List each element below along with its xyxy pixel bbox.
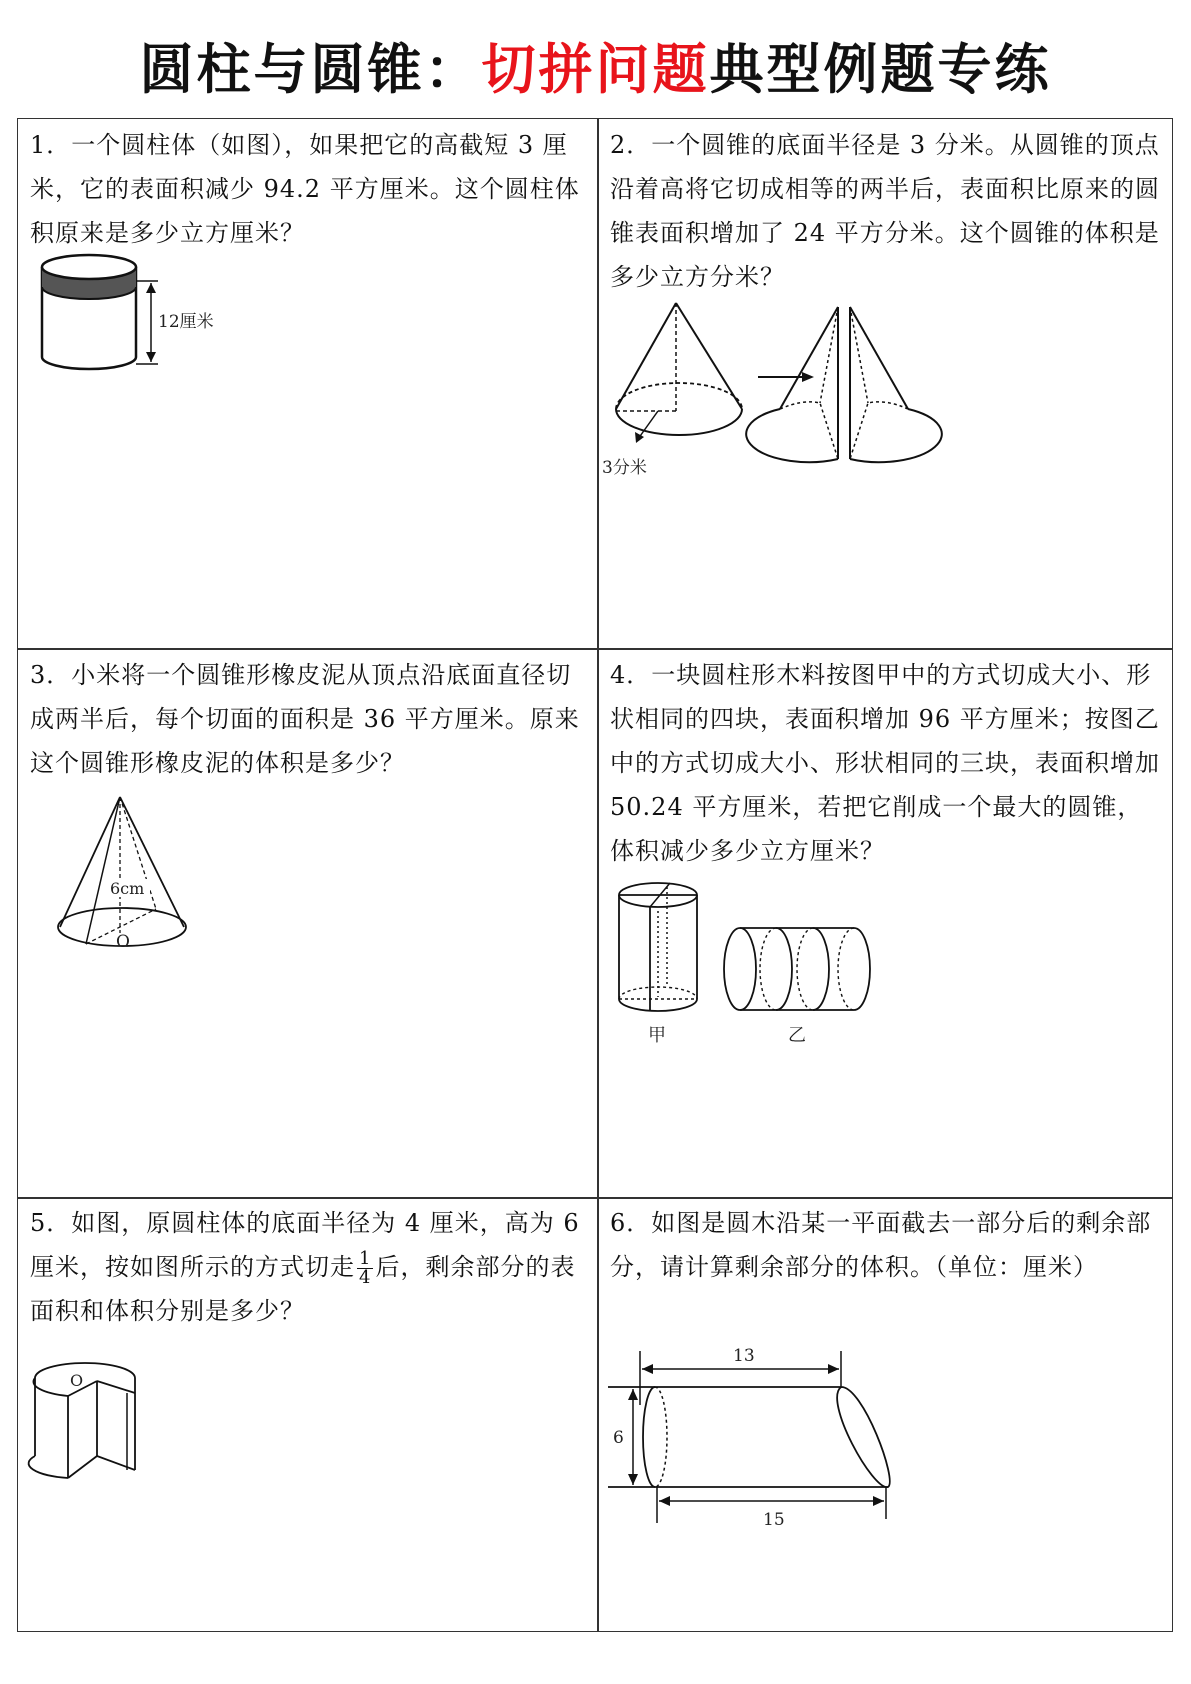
problem-1-text: 1．一个圆柱体（如图），如果把它的高截短 3 厘米，它的表面积减少 94.2 平方厘米。这个圆柱体积原来是多少立方厘米？ xyxy=(30,131,580,247)
radius-label: 3分米 xyxy=(602,458,647,478)
problem-3-text: 3．小米将一个圆锥形橡皮泥从顶点沿底面直径切成两半后，每个切面的面积是 36 平方厘米。原来这个圆锥形橡皮泥的体积是多少？ xyxy=(30,661,580,777)
oblique-cylinder-figure xyxy=(613,1341,933,1531)
problem-5-text xyxy=(18,1201,597,1333)
title-highlight: 切拼问题 xyxy=(481,38,710,101)
problem-2-text: 2．一个圆锥的底面半径是 3 分米。从圆锥的顶点沿着高将它切成相等的两半后，表面积比原来的圆锥表面积增加了 24 平方分米。这个圆锥的体积是多少立方分米？ xyxy=(610,131,1160,291)
cylinder-figure xyxy=(36,247,236,377)
figure-b-label: 乙 xyxy=(788,1025,806,1046)
cone-split-figure xyxy=(602,299,948,479)
quarter-cut-cylinder-figure xyxy=(28,1356,158,1486)
top-length-label: 13 xyxy=(733,1346,755,1366)
cone-figure xyxy=(40,791,220,951)
cylinder-cuts-figure xyxy=(610,881,870,1051)
figure-a-label: 甲 xyxy=(648,1025,666,1046)
center-label: O xyxy=(116,932,130,952)
bottom-length-label: 15 xyxy=(763,1510,785,1530)
problem-grid xyxy=(17,118,1173,1632)
row-divider xyxy=(18,1197,1172,1199)
height-label: 6cm xyxy=(110,879,145,898)
problem-5-text-before: 5．如图，原圆柱体的底面半径为 4 厘米，高为 6 厘米，按如图所示的方式切走 xyxy=(30,1209,580,1281)
page-title xyxy=(0,30,1191,110)
problem-4-text: 4．一块圆柱形木料按图甲中的方式切成大小、形状相同的四块，表面积增加 96 平方厘米；按图乙中的方式切成大小、形状相同的三块，表面积增加 50.24 平方厘米，若把它削成一个最大的圆锥，体积减少多少立方厘米？ xyxy=(610,661,1160,865)
fraction-denominator: 4 xyxy=(359,1267,372,1288)
height-label: 12厘米 xyxy=(158,312,214,332)
title-part1: 圆柱与圆锥： xyxy=(139,38,482,101)
title-part2: 典型例题专练 xyxy=(709,38,1052,101)
column-divider xyxy=(597,119,599,1631)
problem-5-text-after: 后，剩余部分的表面积和体积分别是多少？ xyxy=(30,1253,576,1325)
diameter-label: 6 xyxy=(613,1428,624,1448)
problem-6-text: 6．如图是圆木沿某一平面截去一部分后的剩余部分，请计算剩余部分的体积。（单位：厘米） xyxy=(610,1209,1152,1281)
center-label: O xyxy=(70,1371,84,1390)
fraction xyxy=(357,1250,373,1287)
row-divider xyxy=(18,648,1172,650)
fraction-numerator: 1 xyxy=(359,1248,372,1269)
